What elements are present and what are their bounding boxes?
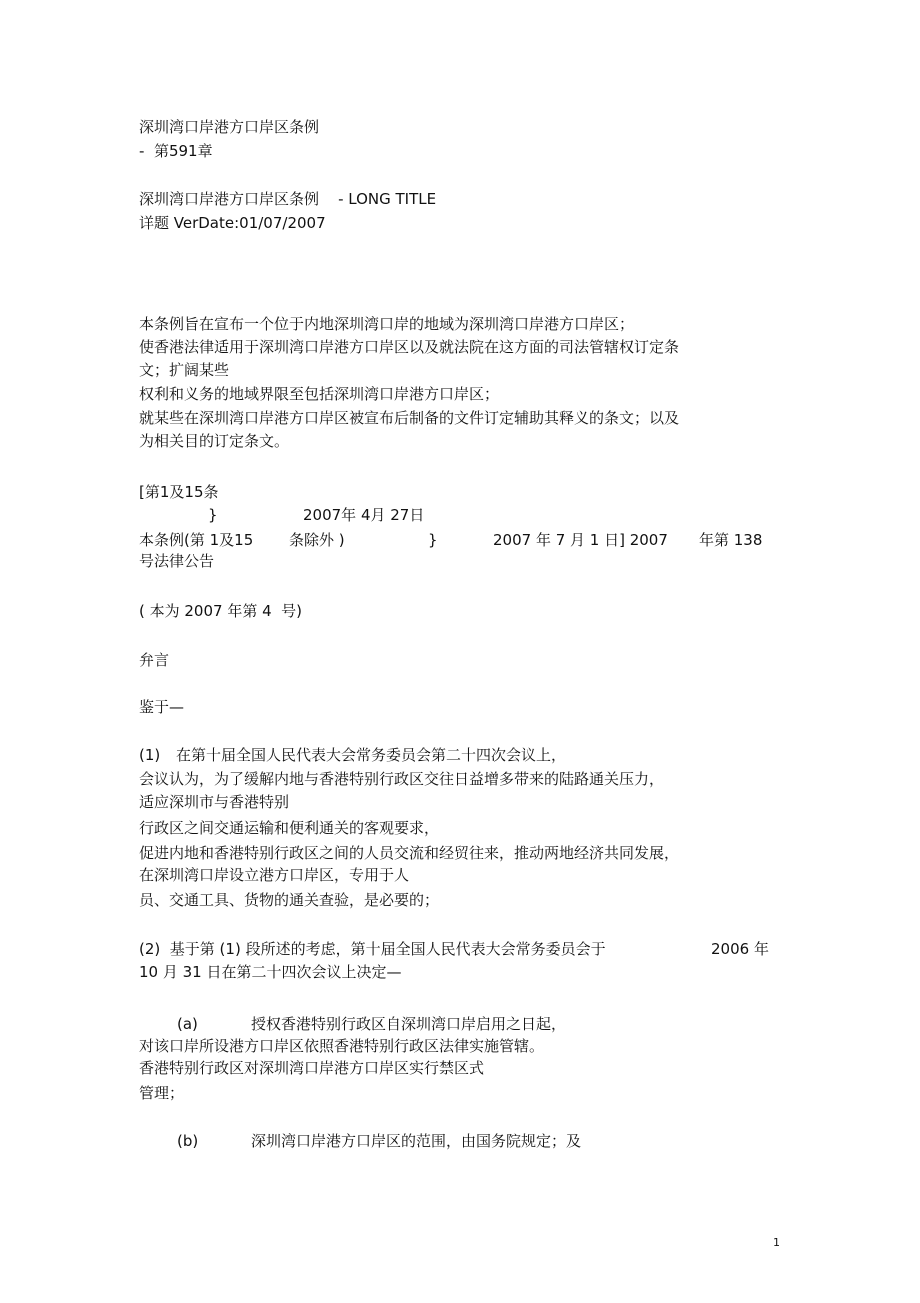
subparagraph-line: 对该口岸所设港方口岸区依照香港特别行政区法律实施管辖。	[139, 1037, 545, 1055]
ordinance-number: ( 本为 2007 年第 4 号)	[139, 602, 303, 620]
paragraph-line: 促进内地和香港特别行政区之间的人员交流和经贸往来，推动两地经济共同发展，	[139, 844, 680, 862]
verdate: 详题 VerDate:01/07/2007	[139, 214, 326, 232]
subparagraph-label: (a)	[177, 1015, 198, 1033]
paragraph-line: 在深圳湾口岸设立港方口岸区，专用于人	[139, 866, 410, 884]
paragraph-number: (1)	[139, 746, 161, 764]
long-title-heading: 深圳湾口岸港方口岸区条例 - LONG TITLE	[139, 190, 437, 208]
legal-notice-number: 年第 138	[699, 531, 763, 549]
intro-line: 权利和义务的地域界限至包括深圳湾口岸港方口岸区；	[139, 385, 500, 403]
subparagraph-line: 授权香港特别行政区自深圳湾口岸启用之日起，	[251, 1015, 567, 1033]
preamble-heading: 弁言	[139, 651, 170, 669]
paragraph-line: 会议认为，为了缓解内地与香港特别行政区交往日益增多带来的陆路通关压力，	[139, 770, 665, 788]
commencement-brace: }	[428, 531, 438, 549]
intro-line: 本条例旨在宣布一个位于内地深圳湾口岸的地域为深圳湾口岸港方口岸区；	[139, 315, 635, 333]
commencement-brace: }	[208, 506, 218, 524]
intro-line: 文；扩阔某些	[139, 361, 230, 379]
subparagraph-label: (b)	[177, 1132, 199, 1150]
commencement-date-1: 2007年 4月 27日	[303, 506, 425, 524]
commencement-date-2: 2007 年 7 月 1 日] 2007	[493, 531, 668, 549]
intro-line: 就某些在深圳湾口岸港方口岸区被宣布后制备的文件订定辅助其释义的条文；以及	[139, 409, 680, 427]
subparagraph-line: 香港特别行政区对深圳湾口岸港方口岸区实行禁区式	[139, 1059, 485, 1077]
paragraph-2-year: 2006 年	[711, 940, 769, 958]
intro-line: 使香港法律适用于深圳湾口岸港方口岸区以及就法院在这方面的司法管辖权订定条	[139, 338, 680, 356]
paragraph-2-line: 10 月 31 日在第二十四次会议上决定—	[139, 963, 402, 981]
subparagraph-line: 深圳湾口岸港方口岸区的范围，由国务院规定；及	[251, 1132, 582, 1150]
page-number: 1	[773, 1236, 780, 1249]
paragraph-line: 适应深圳市与香港特别	[139, 793, 290, 811]
subparagraph-line: 管理；	[139, 1084, 185, 1102]
paragraph-line: 行政区之间交通运输和便利通关的客观要求，	[139, 819, 440, 837]
commencement-text: 本条例(第 1及15	[139, 531, 254, 549]
paragraph-2-line: (2) 基于第 (1) 段所述的考虑，第十届全国人民代表大会常务委员会于	[139, 940, 606, 958]
legal-notice-label: 号法律公告	[139, 552, 215, 570]
commencement-exclusion: 条除外 )	[289, 531, 345, 549]
ordinance-title: 深圳湾口岸港方口岸区条例	[139, 118, 320, 136]
paragraph-line: 在第十届全国人民代表大会常务委员会第二十四次会议上，	[176, 746, 567, 764]
chapter-number: - 第591章	[139, 142, 213, 160]
whereas-clause: 鉴于—	[139, 698, 185, 716]
commencement-sections: [第1及15条	[139, 483, 219, 501]
intro-line: 为相关目的订定条文。	[139, 432, 290, 450]
paragraph-line: 员、交通工具、货物的通关查验，是必要的；	[139, 891, 440, 909]
